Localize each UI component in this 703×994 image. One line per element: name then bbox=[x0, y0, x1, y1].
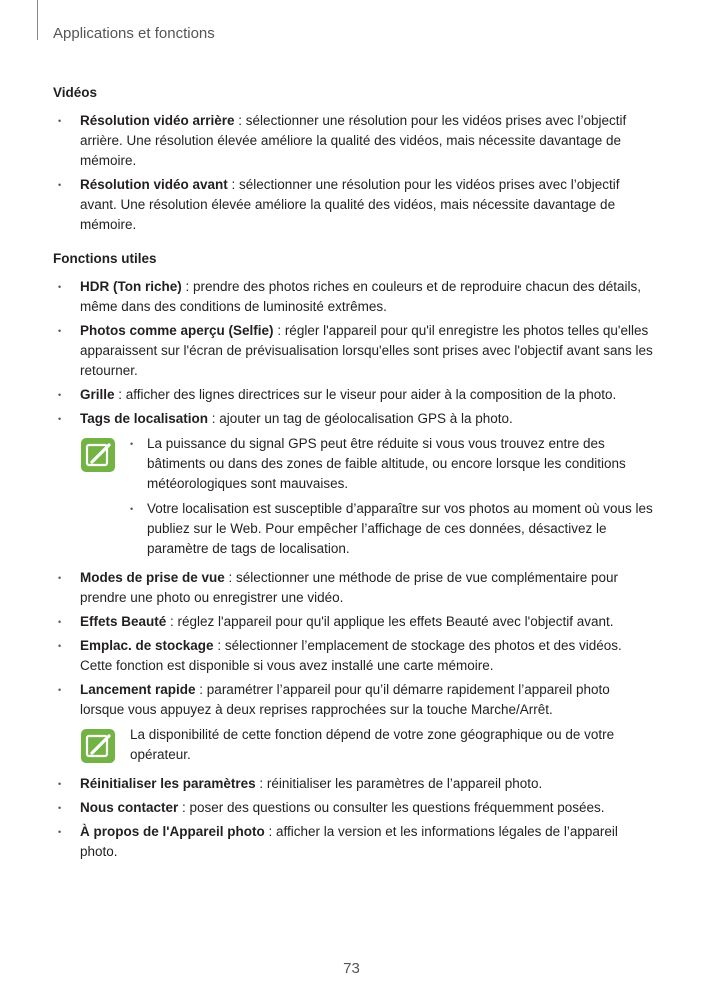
page-header: Applications et fonctions bbox=[53, 25, 215, 42]
section-heading-fonctions-utiles: Fonctions utiles bbox=[53, 251, 157, 266]
list-item bbox=[53, 321, 653, 381]
item-text: : afficher la version et les informations légales de l’appareil photo. bbox=[80, 824, 618, 859]
note-icon bbox=[80, 728, 116, 764]
item-term: Nous contacter bbox=[80, 800, 179, 815]
list-item bbox=[53, 277, 653, 317]
item-text: : réinitialiser les paramètres de l’appareil photo. bbox=[255, 776, 543, 791]
item-text: : paramétrer l’appareil pour qu’il démarre rapidement l’appareil photo lorsque vous appuyez à deux reprises rapprochées sur la touche Marche/Arrêt. bbox=[80, 682, 610, 717]
list-item bbox=[53, 774, 653, 794]
list-item bbox=[53, 385, 653, 405]
item-term: Lancement rapide bbox=[80, 682, 196, 697]
item-term: Effets Beauté bbox=[80, 614, 167, 629]
item-text: : afficher des lignes directrices sur le viseur pour aider à la composition de la photo. bbox=[114, 387, 617, 402]
item-term: Modes de prise de vue bbox=[80, 570, 225, 585]
list-item bbox=[53, 568, 653, 608]
list-item bbox=[53, 175, 653, 235]
note-availability bbox=[53, 725, 653, 765]
item-term: Tags de localisation bbox=[80, 411, 209, 426]
page-number: 73 bbox=[343, 960, 360, 977]
list-item bbox=[53, 798, 653, 818]
list-item bbox=[53, 409, 653, 429]
item-text: : réglez l'appareil pour qu'il applique les effets Beauté avec l'objectif avant. bbox=[166, 614, 614, 629]
utiles-list-3 bbox=[53, 774, 653, 862]
section-heading-videos: Vidéos bbox=[53, 85, 98, 100]
list-item bbox=[53, 822, 653, 862]
videos-list bbox=[53, 111, 653, 235]
list-item bbox=[53, 612, 653, 632]
note-list bbox=[130, 434, 653, 559]
list-item bbox=[53, 111, 653, 171]
item-term: À propos de l'Appareil photo bbox=[80, 824, 265, 839]
item-term: Résolution vidéo arrière bbox=[80, 113, 235, 128]
item-term: HDR (Ton riche) bbox=[80, 279, 182, 294]
item-text: : poser des questions ou consulter les questions fréquemment posées. bbox=[178, 800, 605, 815]
item-text: : prendre des photos riches en couleurs et de reproduire chacun des détails, même dans des conditions de luminosité extrêmes. bbox=[80, 279, 642, 314]
note-item: • Votre localisation est susceptible d’apparaître sur vos photos au moment où vous les publiez sur le Web. Pour empêcher l’affichage de ces données, désactivez le paramètre de tags de localisation. bbox=[130, 499, 653, 559]
item-term: Emplac. de stockage bbox=[80, 638, 214, 653]
item-text: : sélectionner l’emplacement de stockage des photos et des vidéos. Cette fonction est disponible si vous avez installé une carte mémoire. bbox=[80, 638, 622, 673]
item-term: Grille bbox=[80, 387, 115, 402]
utiles-list-1 bbox=[53, 277, 653, 429]
item-text: : sélectionner une résolution pour les vidéos prises avec l’objectif avant. Une résolution élevée améliore la qualité des vidéos, mais nécessite davantage de mémoire. bbox=[80, 177, 620, 232]
item-term: Réinitialiser les paramètres bbox=[80, 776, 256, 791]
note-gps bbox=[53, 434, 653, 559]
item-text: : sélectionner une résolution pour les vidéos prises avec l’objectif arrière. Une résolution élevée améliore la qualité des vidéos, mais nécessite davantage de mémoire. bbox=[80, 113, 627, 168]
note-item: • La puissance du signal GPS peut être réduite si vous vous trouvez entre des bâtiments ou dans des zones de faible altitude, ou encore lorsque les conditions météorologiques sont mauvaises. bbox=[130, 434, 653, 494]
note-text: La disponibilité de cette fonction dépend de votre zone géographique ou de votre opérateur. bbox=[130, 727, 615, 762]
page-content bbox=[53, 83, 653, 866]
header-rule bbox=[37, 0, 38, 40]
item-text: : ajouter un tag de géolocalisation GPS à la photo. bbox=[208, 411, 513, 426]
item-text: : régler l'appareil pour qu'il enregistre les photos telles qu'elles apparaissent sur l'écran de prévisualisation lorsqu'elles sont prises avec l'objectif avant sans les retourner. bbox=[80, 323, 653, 378]
item-term: Photos comme aperçu (Selfie) bbox=[80, 323, 274, 338]
item-term: Résolution vidéo avant bbox=[80, 177, 228, 192]
item-text: : sélectionner une méthode de prise de vue complémentaire pour prendre une photo ou enregistrer une vidéo. bbox=[80, 570, 619, 605]
note-icon bbox=[80, 437, 116, 473]
utiles-list-2 bbox=[53, 568, 653, 720]
list-item bbox=[53, 636, 653, 676]
list-item bbox=[53, 680, 653, 720]
